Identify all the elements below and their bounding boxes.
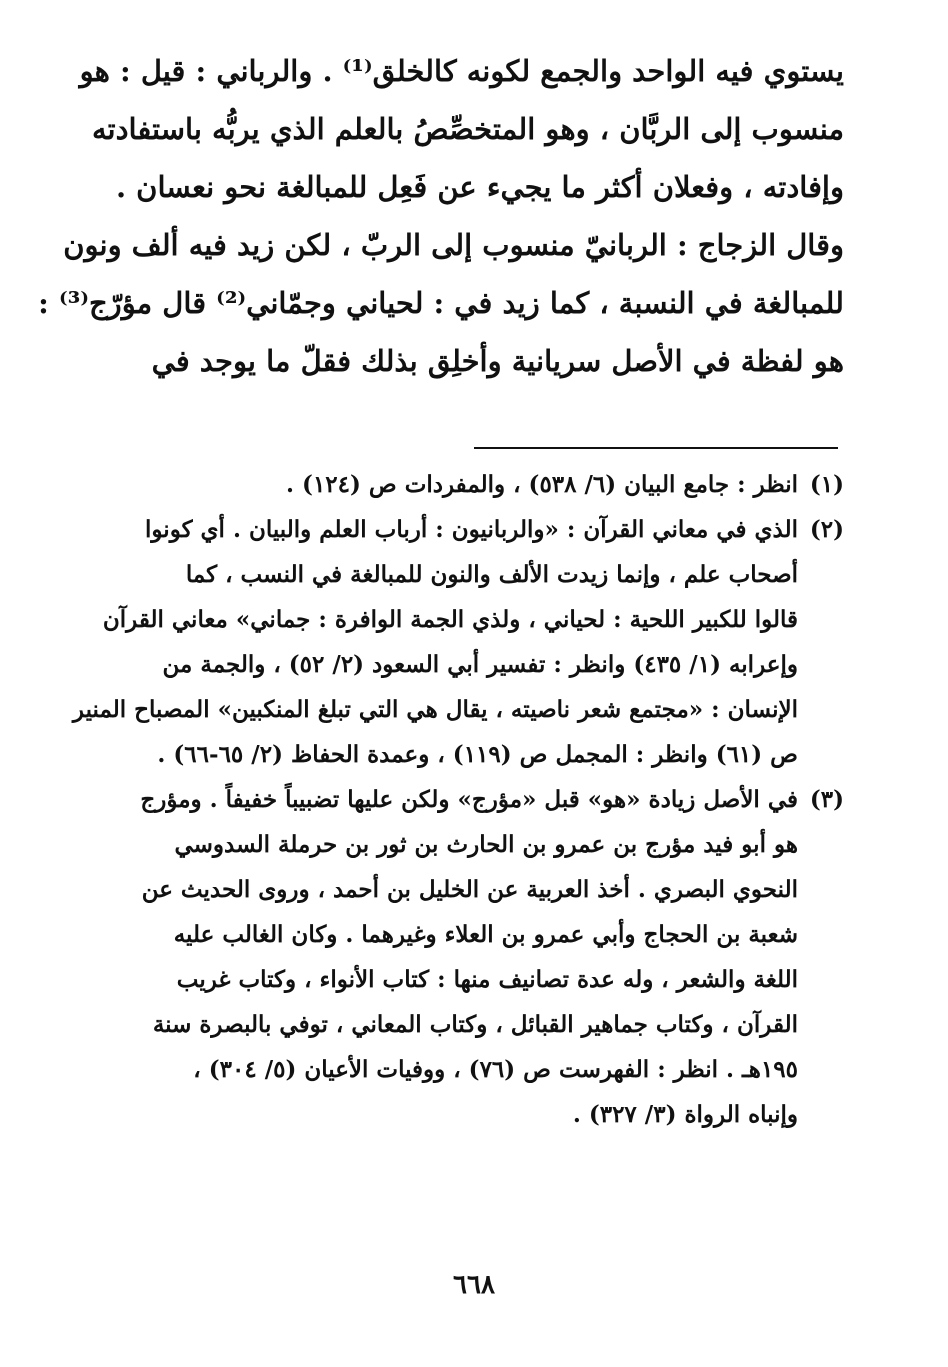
main-text-line: وإفادته ، وفعلان أكثر ما يجيء عن فَعِل للمبالغة نحو نعسان . <box>115 170 844 204</box>
footnote-line: أصحاب علم ، وإنما زيدت الألف والنون للمبالغة في النسب ، كما <box>185 561 798 588</box>
main-text-line: يستوي فيه الواحد والجمع لكونه كالخلق⁽¹⁾ . والرباني : قيل : هو <box>79 54 844 88</box>
footnote-1 <box>66 462 844 507</box>
footnotes <box>66 462 844 1137</box>
footnote-line: قالوا للكبير اللحية : لحياني ، ولذي الجمة الوافرة : جماني» معاني القرآن <box>102 606 798 633</box>
footnote-3 <box>66 777 844 1137</box>
footnote-line: وإنباه الرواة (٣/ ٣٢٧) . <box>572 1101 798 1128</box>
footnote-line: القرآن ، وكتاب جماهير القبائل ، وكتاب المعاني ، توفي بالبصرة سنة <box>152 1011 798 1038</box>
page-number: ٦٦٨ <box>453 1270 495 1300</box>
footnote-line: هو أبو فيد مؤرج بن عمرو بن الحارث بن ثور بن حرملة السدوسي <box>174 831 798 858</box>
footnote-number: (٢) <box>809 516 844 543</box>
footnote-number: (١) <box>809 471 844 498</box>
main-text-line: منسوب إلى الربَّان ، وهو المتخصِّصُ بالعلم الذي يربُّه باستفادته <box>91 112 844 146</box>
footnote-line: الإنسان : «مجتمع شعر ناصيته ، يقال هي التي تبلغ المنكبين» المصباح المنير <box>72 696 798 723</box>
footnote-line: الذي في معاني القرآن : «والربانيون : أرباب العلم والبيان . أي كونوا <box>145 516 798 543</box>
main-body-text <box>38 42 844 390</box>
footnote-line: ١٩٥هـ . انظر : الفهرست ص (٧٦) ، ووفيات الأعيان (٥/ ٣٠٤) ، <box>193 1056 798 1083</box>
main-text-line: وقال الزجاج : الربانيّ منسوب إلى الربّ ، لكن زيد فيه ألف ونون <box>63 228 844 262</box>
footnote-line: في الأصل زيادة «هو» قبل «مؤرج» ولكن عليها تضبيباً خفيفاً . ومؤرج <box>140 786 798 813</box>
footnote-line: اللغة والشعر ، وله عدة تصانيف منها : كتاب الأنواء ، وكتاب غريب <box>176 966 798 993</box>
footnote-number: (٣) <box>809 786 844 813</box>
main-text-line: هو لفظة في الأصل سريانية وأخلِق بذلك فقلّ ما يوجد في <box>151 344 844 378</box>
main-text-line: للمبالغة في النسبة ، كما زيد في : لحياني وجمّاني⁽²⁾ قال مؤرّج⁽³⁾ : <box>38 286 844 320</box>
footnote-line: شعبة بن الحجاج وأبي عمرو بن العلاء وغيرهما . وكان الغالب عليه <box>173 921 798 948</box>
footnote-line: انظر : جامع البيان (٦/ ٥٣٨) ، والمفردات ص (١٢٤) . <box>286 471 798 498</box>
footnote-line: ص (٦١) وانظر : المجمل ص (١١٩) ، وعمدة الحفاظ (٢/ ٦٥-٦٦) . <box>157 741 798 768</box>
footnote-2 <box>66 507 844 777</box>
footnote-line: وإعرابه (١/ ٤٣٥) وانظر : تفسير أبي السعود (٢/ ٥٢) ، والجمة من <box>162 651 798 678</box>
footnote-separator <box>474 447 838 449</box>
footnote-line: النحوي البصري . أخذ العربية عن الخليل بن أحمد ، وروى الحديث عن <box>141 876 798 903</box>
